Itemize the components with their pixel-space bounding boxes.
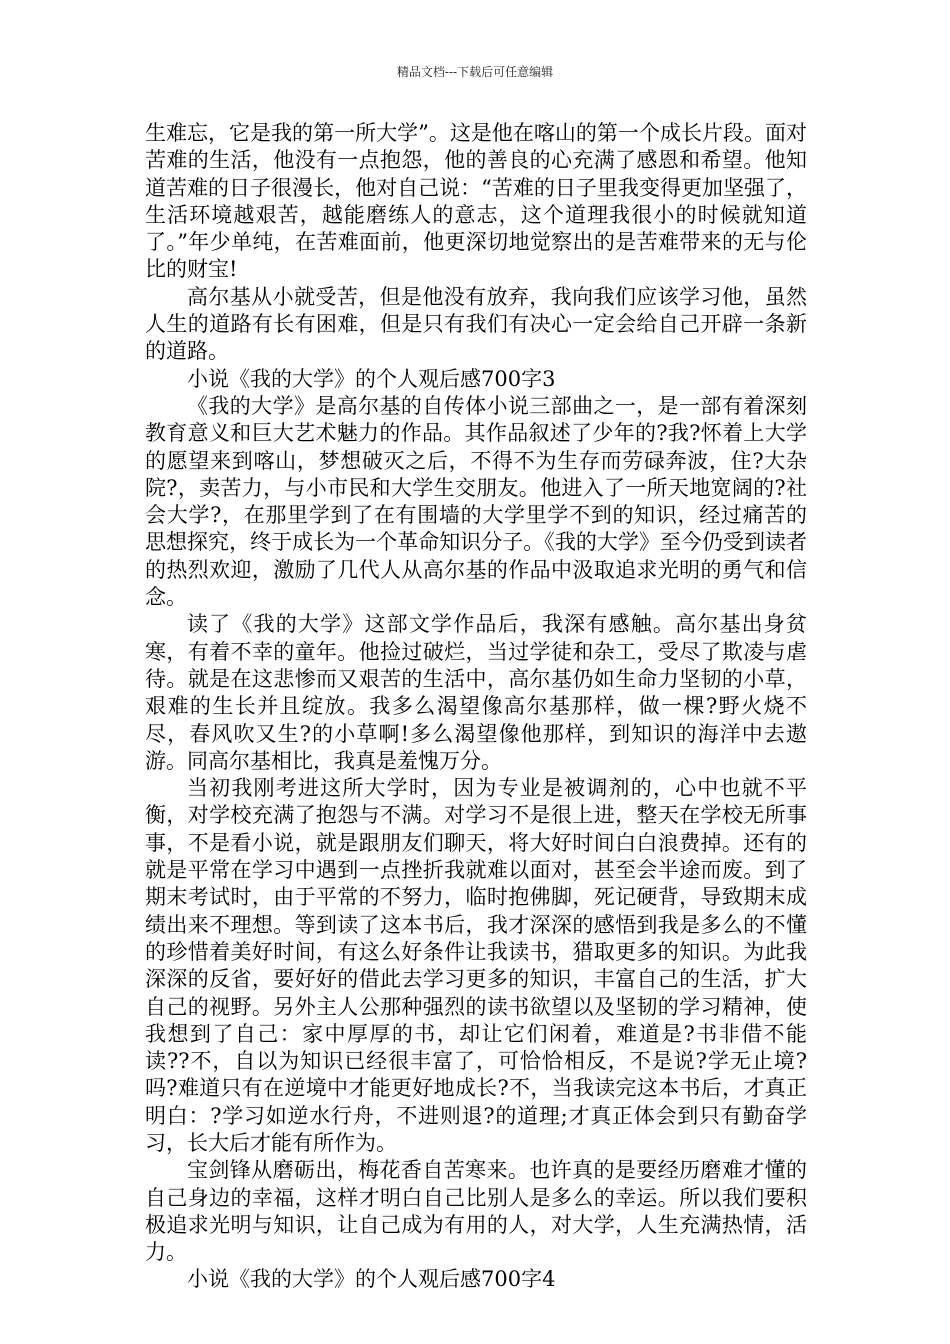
- paragraph-university-experience: 当初我刚考进这所大学时，因为专业是被调剂的，心中也就不平衡，对学校充满了抱怨与不满。对学习不是很上进，整天在学校无所事事，不是看小说，就是跟朋友们聊天，将大好时间白白浪费掉。还有的就是平常在学习中遇到一点挫折我就难以面对，甚至会半途而废。到了期末考试时，由于平常的不努力，临时抱佛脚，死记硬背，导致期末成绩出来不理想。等到读了这本书后，我才深深的感悟到我是多么的不懂的珍惜着美好时间，有这么好条件让我读书，猎取更多的知识。为此我深深的反省，要好好的借此去学习更多的知识，丰富自己的生活，扩大自己的视野。另外主人公那种强烈的读书欲望以及坚韧的学习精神，使我想到了自己：家中厚厚的书，却让它们闲着，难道是?书非借不能读??不，自以为知识已经很丰富了，可恰恰相反，不是说?学无止境?吗?难道只有在逆境中才能更好地成长?不，当我读完这本书后，才真正明白：?学习如逆水行舟，不进则退?的道理;才真正体会到只有勤奋学习，长大后才能有所作为。: [145, 776, 807, 1155]
- page-header: 精品文档---下载后可任意编辑: [396, 65, 554, 79]
- paragraph-continued-text: 生难忘，它是我的第一所大学”。这是他在喀山的第一个成长片段。面对苦难的生活，他没有一点抱怨，他的善良的心充满了感恩和希望。他知道苦难的日子很漫长，他对自己说：“苦难的日子里我变得更加坚强了，生活环境越艰苦，越能磨练人的意志，这个道理我很小的时候就知道了。”年少单纯，在苦难面前，他更深切地觉察出的是苦难带来的无与伦比的财宝!: [145, 121, 807, 282]
- paragraph-gorky-reflection: 高尔基从小就受苦，但是他没有放弃，我向我们应该学习他，虽然人生的道路有长有困难，但是只有我们有决心一定会给自己开辟一条新的道路。: [145, 284, 807, 364]
- paragraph-conclusion: 宝剑锋从磨砺出，梅花香自苦寒来。也许真的是要经历磨难才懂的自己身边的幸福，这样才明白自己比别人是多么的幸运。所以我们要积极追求光明与知识，让自己成为有用的人，对大学，人生充满热情，活力。: [145, 1158, 807, 1265]
- paragraph-reading-feeling: 读了《我的大学》这部文学作品后，我深有感触。高尔基出身贫寒，有着不幸的童年。他捡过破烂，当过学徒和杂工，受尽了欺凌与虐待。就是在这悲惨而又艰苦的生活中，高尔基仍如生命力坚韧的小草，艰难的生长并且绽放。我多么渴望像高尔基那样，做一棵?野火烧不尽，春风吹又生?的小草啊!多么渴望像他那样，到知识的海洋中去遨游。同高尔基相比，我真是羞愧万分。: [145, 612, 807, 773]
- section-title-3: 小说《我的大学》的个人观后感700字3: [187, 366, 556, 391]
- section-title-4: 小说《我的大学》的个人观后感700字4: [187, 1267, 556, 1292]
- document-body: [145, 120, 807, 1294]
- paragraph-book-summary: 《我的大学》是高尔基的自传体小说三部曲之一，是一部有着深刻教育意义和巨大艺术魅力的作品。其作品叙述了少年的?我?怀着上大学的愿望来到喀山，梦想破灭之后，不得不为生存而劳碌奔波，住?大杂院?，卖苦力，与小市民和大学生交朋友。他进入了一所天地宽阔的?社会大学?，在那里学到了在有围墙的大学里学不到的知识，经过痛苦的思想探究，终于成长为一个革命知识分子。《我的大学》至今仍受到读者的热烈欢迎，激励了几代人从高尔基的作品中汲取追求光明的勇气和信念。: [145, 393, 807, 610]
